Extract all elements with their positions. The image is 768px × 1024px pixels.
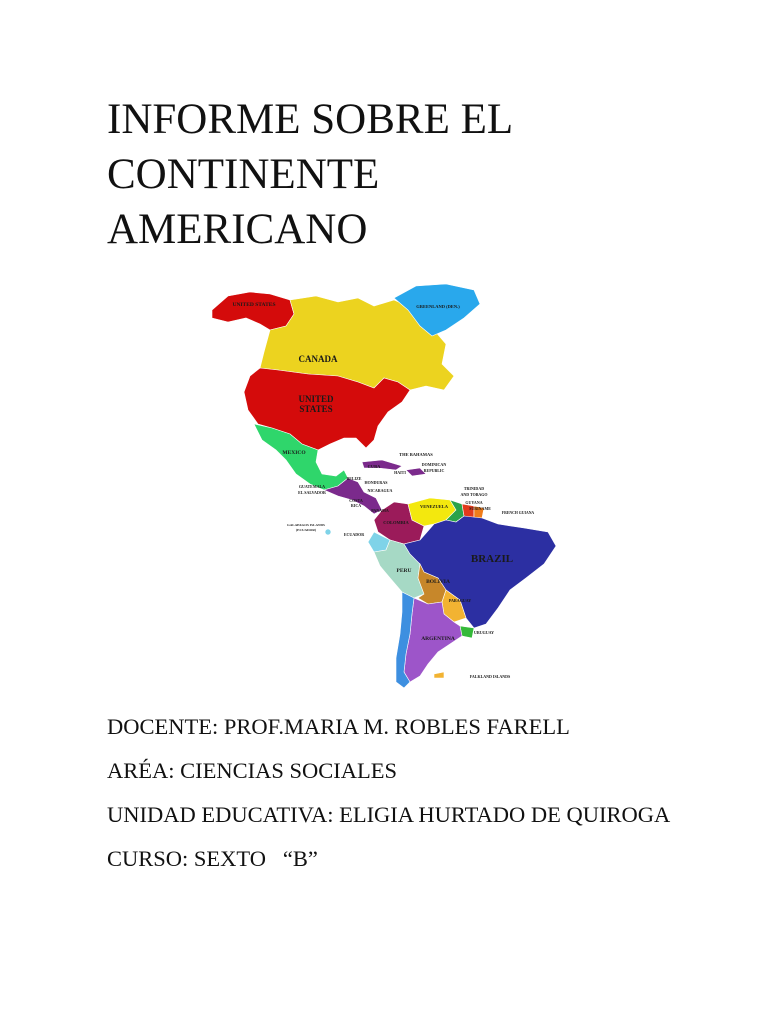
label-argentina: ARGENTINA	[421, 636, 455, 642]
label-paraguay: PARAGUAY	[448, 598, 472, 603]
title-line-3: AMERICANO	[107, 206, 368, 253]
label-mexico: MEXICO	[282, 450, 306, 456]
label-canada: CANADA	[298, 354, 338, 364]
title-line-1: INFORME SOBRE EL	[107, 96, 514, 143]
galapagos-islands-region	[325, 529, 331, 535]
label-colombia: COLOMBIA	[383, 520, 409, 525]
label-panama: PANAMA	[371, 508, 389, 513]
label-costa-rica-2: RICA	[350, 503, 362, 508]
curso-line: CURSO: SEXTO “B”	[107, 846, 318, 871]
label-guyana: GUYANA	[465, 500, 483, 505]
label-cuba: CUBA	[367, 464, 381, 469]
falkland-islands-region	[434, 672, 444, 678]
label-brazil: BRAZIL	[470, 553, 514, 565]
label-honduras: HONDURAS	[364, 480, 388, 485]
label-bolivia: BOLIVIA	[426, 579, 450, 585]
alaska-region	[212, 292, 294, 330]
label-greenland: GREENLAND (DEN.)	[416, 304, 460, 309]
unidad-educativa-line: UNIDAD EDUCATIVA: ELIGIA HURTADO DE QUIROGA	[107, 802, 671, 827]
label-trinidad-2: AND TOBAGO	[460, 492, 488, 497]
label-galapagos-2: (ECUADOR)	[295, 528, 317, 532]
label-falkland: FALKLAND ISLANDS	[469, 674, 511, 679]
label-usa-2: STATES	[299, 404, 333, 414]
label-costa-rica-1: COSTA	[349, 498, 363, 503]
americas-political-map	[198, 278, 570, 696]
label-galapagos-1: GALAPAGOS ISLANDS	[287, 523, 325, 527]
label-dominican-1: DOMINICAN	[421, 462, 447, 467]
label-usa-1: UNITED	[298, 394, 334, 404]
label-trinidad-1: TRINIDAD	[463, 486, 485, 491]
label-belize: BELIZE	[346, 476, 362, 481]
label-venezuela: VENEZUELA	[419, 504, 449, 509]
area-line: ARÉA: CIENCIAS SOCIALES	[107, 758, 398, 783]
label-bahamas: THE BAHAMAS	[399, 452, 433, 457]
document-title	[107, 92, 667, 257]
label-suriname: SURINAME	[469, 506, 491, 511]
label-french-guiana: FRENCH GUIANA	[501, 511, 535, 515]
document-info	[107, 712, 707, 888]
label-el-salvador: EL SALVADOR	[298, 490, 326, 495]
title-line-2: CONTINENTE	[107, 151, 380, 198]
label-haiti: HAITI	[394, 470, 406, 475]
label-alaska: UNITED STATES	[232, 302, 276, 308]
label-nicaragua: NICARAGUA	[367, 488, 393, 493]
label-guatemala: GUATEMALA	[298, 484, 326, 489]
label-ecuador: ECUADOR	[343, 532, 365, 537]
docente-line: DOCENTE: PROF.MARIA M. ROBLES FARELL	[107, 714, 570, 739]
label-dominican-2: REPUBLIC	[423, 468, 445, 473]
label-peru: PERU	[396, 568, 412, 574]
label-uruguay: URUGUAY	[473, 630, 495, 635]
